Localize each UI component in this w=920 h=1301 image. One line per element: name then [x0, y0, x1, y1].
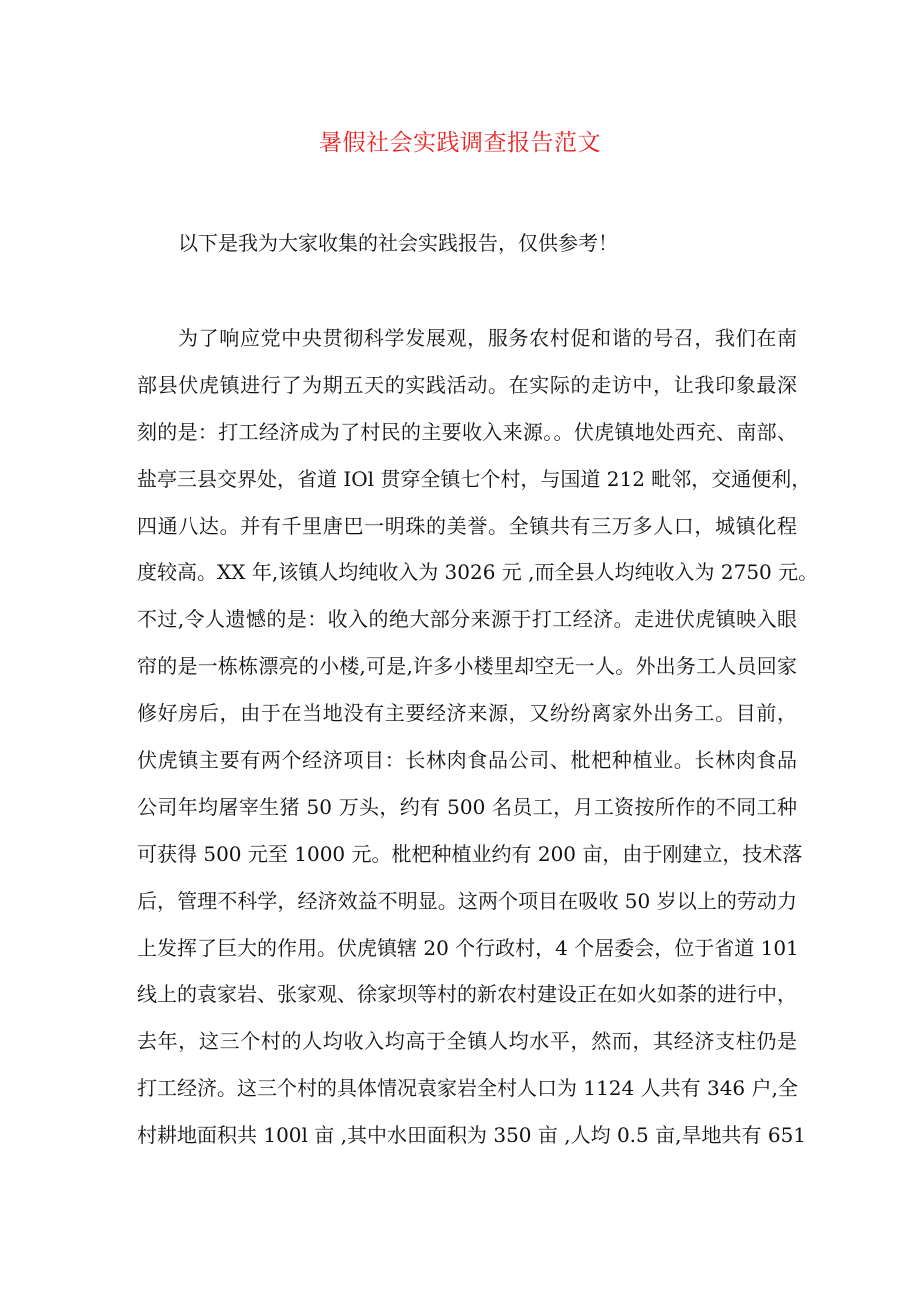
body-line: 去年，这三个村的人均收入均高于全镇人均水平，然而，其经济支柱仍是: [137, 1029, 797, 1054]
body-line: 村耕地面积共 100l 亩 ,其中水田面积为 350 亩 ,人均 0.5 亩,旱地共有 651: [137, 1123, 807, 1148]
body-line: 四通八达。并有千里唐巴一明珠的美誉。全镇共有三万多人口，城镇化程: [137, 513, 797, 538]
body-line: 公司年均屠宰生猪 50 万头，约有 500 名员工，月工资按所作的不同工种: [137, 794, 797, 819]
intro-paragraph: 以下是我为大家收集的社会实践报告，仅供参考！: [178, 231, 618, 255]
body-line: 帘的是一栋栋漂亮的小楼,可是,许多小楼里却空无一人。外出务工人员回家: [137, 654, 797, 679]
body-line: 为了响应党中央贯彻科学发展观，服务农村促和谐的号召，我们在南: [178, 326, 797, 350]
body-paragraph: [137, 320, 819, 1164]
body-line: 上发挥了巨大的作用。伏虎镇辖 20 个行政村，4 个居委会，位于省道 101: [137, 935, 799, 960]
body-line: 不过,令人遗憾的是：收入的绝大部分来源于打工经济。走进伏虎镇映入眼: [137, 607, 797, 632]
body-line: 后，管理不科学，经济效益不明显。这两个项目在吸收 50 岁以上的劳动力: [137, 888, 797, 913]
body-line: 修好房后，由于在当地没有主要经济来源，又纷纷离家外出务工。目前，: [137, 701, 797, 726]
document-title: 暑假社会实践调查报告范文: [319, 130, 601, 156]
body-line: 可获得 500 元至 1000 元。枇杷种植业约有 200 亩，由于刚建立，技术落: [137, 841, 803, 866]
body-line: 度较高。XX 年,该镇人均纯收入为 3026 元 ,而全县人均纯收入为 2750 元。: [137, 560, 819, 585]
body-line: 伏虎镇主要有两个经济项目：长林肉食品公司、枇杷种植业。长林肉食品: [137, 748, 797, 773]
body-line: 刻的是：打工经济成为了村民的主要收入来源。。伏虎镇地处西充、南部、: [137, 419, 797, 444]
body-line: 盐亭三县交界处，省道 IOl 贯穿全镇七个村，与国道 212 毗邻，交通便利，: [137, 466, 812, 491]
body-line: 线上的袁家岩、张家观、徐家坝等村的新农村建设正在如火如荼的进行中，: [137, 982, 797, 1007]
body-line: 打工经济。这三个村的具体情况袁家岩全村人口为 1124 人共有 346 户,全: [137, 1076, 798, 1101]
body-line: 部县伏虎镇进行了为期五天的实践活动。在实际的走访中，让我印象最深: [137, 372, 797, 397]
